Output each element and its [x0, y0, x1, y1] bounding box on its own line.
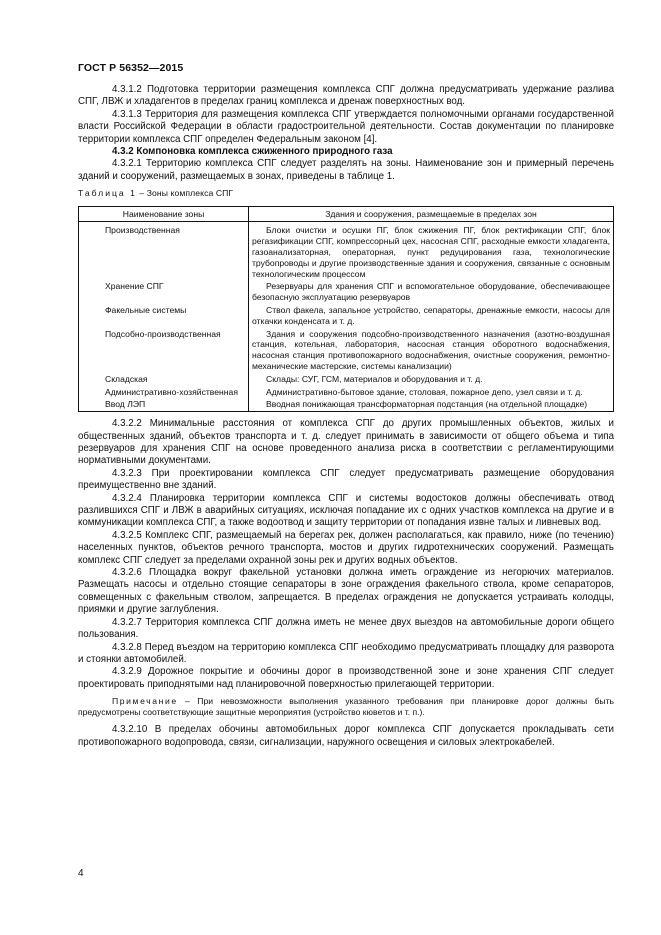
zone-name-cell: Факельные системы — [79, 304, 249, 328]
zone-desc-cell: Административно-бытовое здание, столовая, пожарное депо, узел связи и т. д. — [249, 386, 614, 399]
document-body — [78, 84, 614, 749]
zone-desc-cell: Вводная понижающая трансформаторная подстанция (на отдельной площадке) — [249, 398, 614, 411]
table-header-row — [79, 206, 614, 222]
note-text: – При невозможности выполнения указанного требования при планировке дорог должны быть предусмотрены соответствующие защитные мероприятия (устройство кюветов и т. п.). — [78, 696, 615, 718]
zone-name-cell: Производственная — [79, 222, 249, 280]
table-caption-text: – Зоны комплекса СПГ — [139, 188, 234, 199]
paragraph-4-3-2-4: 4.3.2.4 Планировка территории комплекса СПГ и системы водостоков должны обеспечивать отвод разлившихся СПГ и ЛВЖ в аварийных ситуациях, исключая попадание их с одних участков комплекса на другие и в коммуникации комплекса СПГ, а также водоотвод и защиту территории от попадания извне талых и ливневых вод. — [78, 492, 614, 529]
paragraph-4-3-2-10: 4.3.2.10 В пределах обочины автомобильных дорог комплекса СПГ допускается прокладывать сети противопожарного водопровода, связи, сигнализации, наружного освещения и силовых электрокабелей. — [78, 724, 614, 748]
table-row — [79, 304, 614, 328]
table-row — [79, 373, 614, 386]
zone-name-cell: Ввод ЛЭП — [79, 398, 249, 411]
paragraph-4-3-1-3: 4.3.1.3 Территория для размещения комплекса СПГ утверждается полномочными органами государственной власти Российской Федерации в области градостроительной деятельности. Состав документации по планировке территории комплекса СПГ определен Федеральным законом [4]. — [78, 108, 614, 145]
zone-desc-cell: Ствол факела, запальное устройство, сепараторы, дренажные емкости, насосы для откачки конденсата и т. д. — [249, 304, 614, 328]
table-row — [79, 328, 614, 373]
paragraph-4-3-2-6: 4.3.2.6 Площадка вокруг факельной установки должна иметь ограждение из негорючих материалов. Размещать насосы и отдельно стоящие сепараторы в зоне ограждения факельного ствола, кроме сепараторов, совмещенных с факельным стволом, запрещается. В пределах ограждения не допускается устраивать колодцы, приямки и другие заглубления. — [78, 567, 614, 616]
zone-desc-cell: Блоки очистки и осушки ПГ, блок сжижения ПГ, блок ректификации СПГ, блок регазификации СПГ, компрессорный цех, насосная СПГ, расходные емкости хладагента, газоанализаторная, операторная, пункт редуцирования газа, технологические трубопроводы и другие производственные здания и сооружения, связанные с основным технологическим процессом — [249, 222, 614, 280]
zone-desc-cell: Здания и сооружения подсобно-производственного назначения (азотно-воздушная станция, котельная, лаборатория, насосная станция оборотного водоснабжения, насосная станция противопожарного водоснабжения, очистные сооружения, ремонтно-механические мастерские, системы канализации) — [249, 328, 614, 373]
paragraph-4-3-2-1: 4.3.2.1 Территорию комплекса СПГ следует разделять на зоны. Наименование зон и примерный перечень зданий и сооружений, размещаемых в зонах, приведены в таблице 1. — [78, 158, 614, 182]
paragraph-4-3-2-8: 4.3.2.8 Перед въездом на территорию комплекса СПГ необходимо предусматривать площадку для разворота и стоянки автомобилей. — [78, 641, 614, 665]
page-number: 4 — [78, 868, 84, 879]
note-block — [78, 696, 614, 718]
paragraph-4-3-2-5: 4.3.2.5 Комплекс СПГ, размещаемый на берегах рек, должен располагаться, как правило, ниже (по течению) населенных пунктов, объектов речного транспорта, мостов и других гидротехнических сооружений. Размещать комплекс СПГ следует за пределами охранной зоны рек и других водных объектов. — [78, 529, 614, 566]
table-row — [79, 398, 614, 411]
paragraph-4-3-2-2: 4.3.2.2 Минимальные расстояния от комплекса СПГ до других промышленных объектов, жилых и общественных зданий, объектов транспорта и т. д. следует принимать в зависимости от общего объема и типа резервуаров для хранения СПГ на основе проведенного анализа риска в соответствии с регламентирующими нормативными документами. — [78, 418, 614, 467]
section-heading-4-3-2: 4.3.2 Компоновка комплекса сжиженного природного газа — [112, 146, 393, 158]
table-row — [79, 280, 614, 304]
table-header-buildings: Здания и сооружения, размещаемые в пределах зон — [249, 206, 614, 222]
paragraph-4-3-2-9: 4.3.2.9 Дорожное покрытие и обочины дорог в производственной зоне и зоне хранения СПГ следует проектировать приподнятыми над планировочной поверхностью прилегающей территории. — [78, 666, 614, 690]
zone-name-cell: Подсобно-производственная — [79, 328, 249, 373]
zone-name-cell: Хранение СПГ — [79, 280, 249, 304]
paragraph-4-3-2-3: 4.3.2.3 При проектировании комплекса СПГ следует предусматривать размещение оборудования преимущественно вне зданий. — [78, 467, 614, 492]
table-header-zone: Наименование зоны — [79, 206, 249, 222]
zone-desc-cell: Склады: СУГ, ГСМ, материалов и оборудования и т. д. — [249, 373, 614, 386]
table-caption — [78, 187, 614, 199]
table-row — [79, 386, 614, 399]
zone-desc-cell: Резервуары для хранения СПГ и вспомогательное оборудование, обеспечивающее безопасную эксплуатацию резервуаров — [249, 280, 614, 304]
zone-name-cell: Административно-хозяйственная — [79, 386, 249, 399]
paragraph-4-3-2-7: 4.3.2.7 Территория комплекса СПГ должна иметь не менее двух выездов на автомобильные дороги общего пользования. — [78, 616, 614, 641]
zones-table — [78, 206, 614, 413]
zone-name-cell: Складская — [79, 373, 249, 386]
table-row — [79, 222, 614, 280]
paragraph-4-3-1-2: 4.3.1.2 Подготовка территории размещения комплекса СПГ должна предусматривать удержание разлива СПГ, ЛВЖ и хладагентов в пределах границ комплекса и дренаж поверхностных вод. — [78, 84, 614, 108]
table-caption-label: Таблица 1 — [78, 188, 137, 199]
document-header-code: ГОСТ Р 56352—2015 — [78, 62, 184, 74]
note-label: Примечание — [112, 696, 178, 707]
